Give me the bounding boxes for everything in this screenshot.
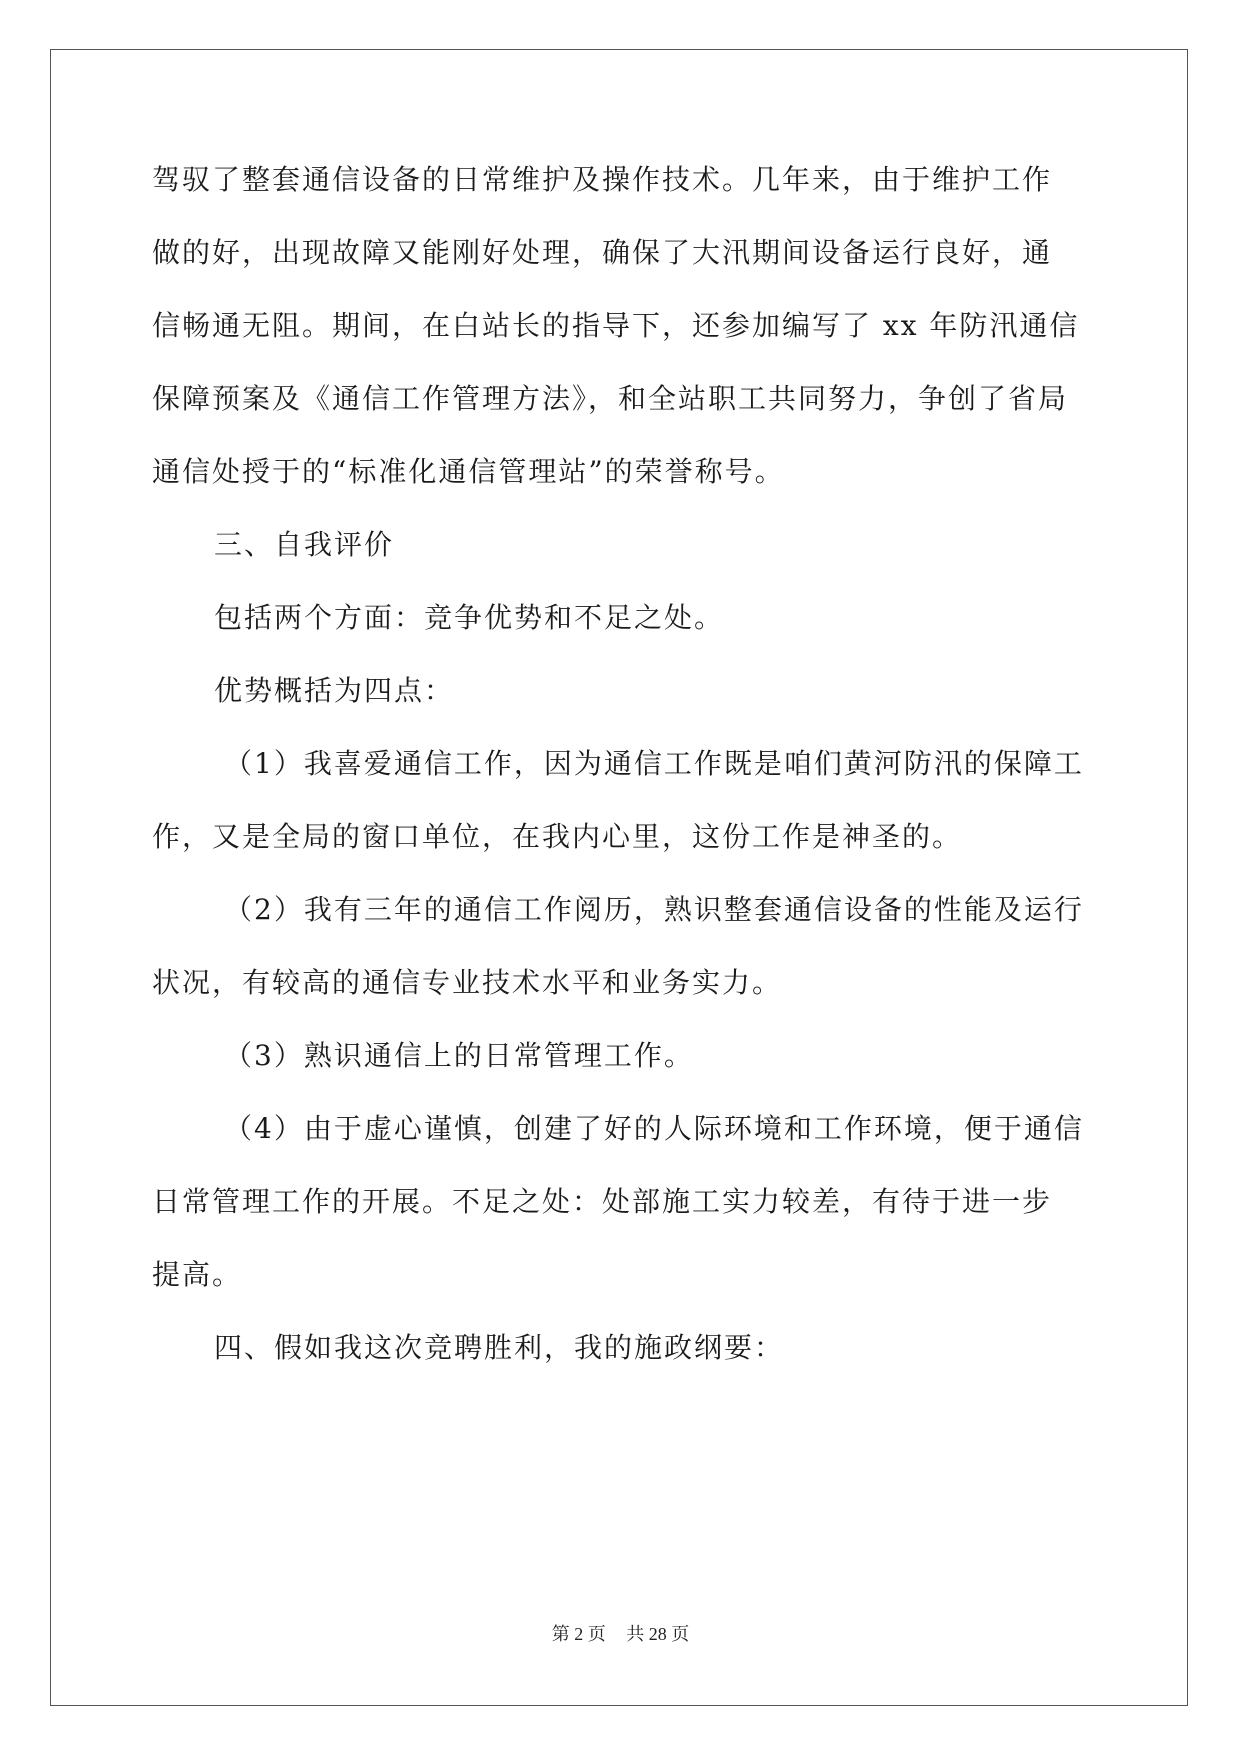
body-line: 日常管理工作的开展。不足之处：处部施工实力较差，有待于进一步 — [152, 1185, 1053, 1218]
body-line: 优势概括为四点： — [214, 674, 455, 707]
body-line: 提高。 — [152, 1258, 243, 1291]
list-item-line: （1）我喜爱通信工作，因为通信工作既是咱们黄河防汛的保障工 — [224, 747, 1084, 780]
body-line: 信畅通无阻。期间，在白站长的指导下，还参加编写了 xx 年防汛通信 — [152, 309, 1080, 342]
list-item-line: （2）我有三年的通信工作阅历，熟识整套通信设备的性能及运行 — [224, 893, 1084, 926]
page-footer — [0, 1620, 1241, 1646]
section-heading: 三、自我评价 — [214, 528, 395, 561]
body-line: 通信处授于的“标准化通信管理站”的荣誉称号。 — [152, 455, 785, 488]
section-heading: 四、假如我这次竞聘胜利，我的施政纲要： — [214, 1331, 785, 1364]
list-item-line: （4）由于虚心谨慎，创建了好的人际环境和工作环境，便于通信 — [224, 1112, 1084, 1145]
page-border — [50, 49, 1188, 1706]
body-line: 包括两个方面：竞争优势和不足之处。 — [214, 601, 725, 634]
page-number: 第 2 页 — [551, 1624, 606, 1644]
body-line: 做的好，出现故障又能刚好处理，确保了大汛期间设备运行良好，通 — [152, 236, 1053, 269]
body-line: 作，又是全局的窗口单位，在我内心里，这份工作是神圣的。 — [152, 820, 963, 853]
body-line: 驾驭了整套通信设备的日常维护及操作技术。几年来，由于维护工作 — [152, 163, 1053, 196]
body-line: 保障预案及《通信工作管理方法》，和全站职工共同努力，争创了省局 — [152, 382, 1069, 415]
body-line: 状况，有较高的通信专业技术水平和业务实力。 — [152, 966, 783, 999]
list-item-line: （3）熟识通信上的日常管理工作。 — [224, 1039, 694, 1072]
page-total: 共 28 页 — [626, 1624, 690, 1644]
